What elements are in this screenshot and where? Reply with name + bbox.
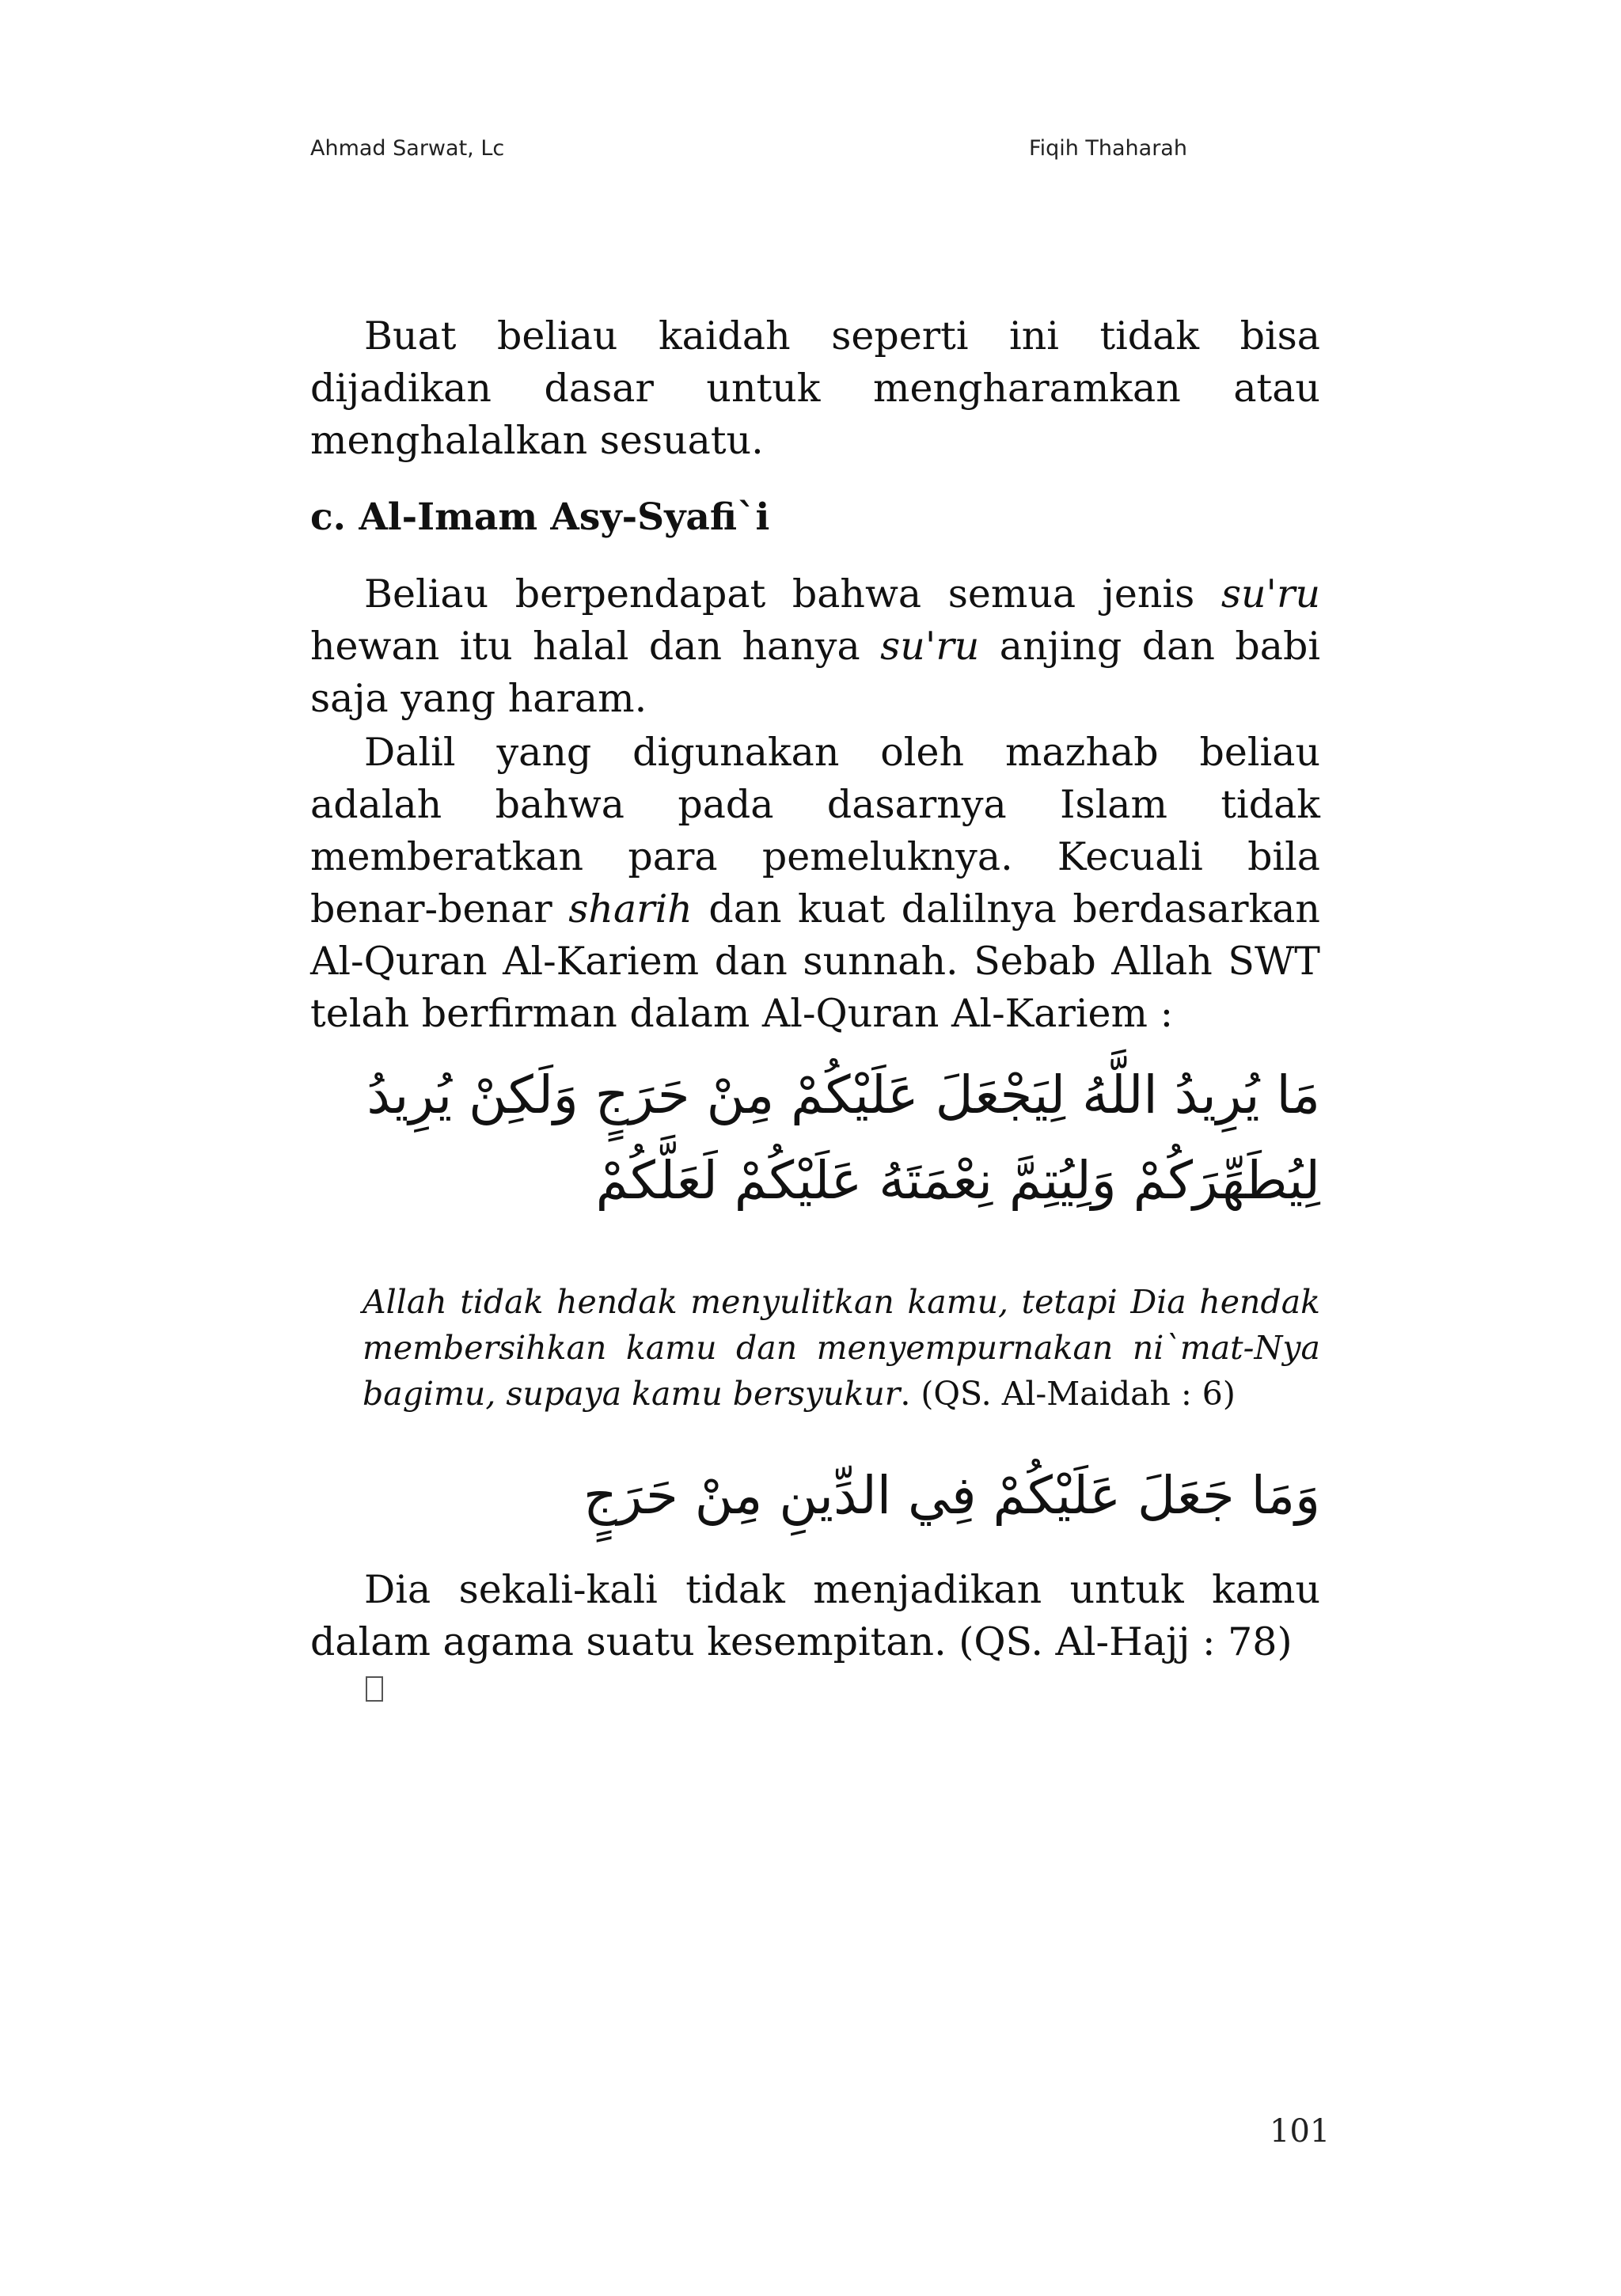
- reference-maidah: . (QS. Al-Maidah : 6): [900, 1375, 1236, 1413]
- term-suru-2: su'ru: [880, 624, 980, 669]
- running-head-title: Fiqih Thaharah: [1029, 136, 1187, 161]
- page-number: 101: [1270, 2113, 1331, 2150]
- term-sharih: sharih: [568, 886, 693, 932]
- paragraph-dalil: [310, 727, 1320, 1040]
- section-heading: c. Al-Imam Asy-Syafi`i: [310, 495, 770, 539]
- paragraph-dalil-text-2: dan kuat dalilnya berdasarkan Al-Quran Al-Kariem dan sunnah. Sebab Allah SWT telah berfirman dalam Al-Quran Al-Kariem :: [310, 886, 1320, 1036]
- translation-hajj: Dia sekali-kali tidak menjadikan untuk kamu dalam agama suatu kesempitan. (QS. Al-Hajj : 78): [310, 1567, 1320, 1664]
- paragraph-dalil-text-1: Dalil yang digunakan oleh mazhab beliau adalah bahwa pada dasarnya Islam tidak memberatkan para pemeluknya. Kecuali bila benar-benar: [310, 730, 1320, 932]
- running-head-author: Ahmad Sarwat, Lc: [310, 136, 505, 161]
- paragraph-intro: Buat beliau kaidah seperti ini tidak bisa dijadikan dasar untuk mengharamkan atau menghalalkan sesuatu.: [310, 313, 1320, 463]
- paragraph-opinion: [310, 568, 1320, 725]
- paragraph-opinion-text-3: anjing dan babi saja yang haram.: [310, 624, 1320, 721]
- paragraph-opinion-text-2: hewan itu halal dan hanya: [310, 624, 881, 669]
- missing-glyph-box: [366, 1676, 383, 1702]
- translation-maidah: [363, 1279, 1320, 1417]
- paragraph-opinion-text-1: Beliau berpendapat bahwa semua jenis: [364, 571, 1221, 617]
- arabic-verse-hajj: وَمَا جَعَلَ عَلَيْكُمْ فِي الدِّينِ مِنْ حَرَجٍ: [583, 1465, 1320, 1526]
- translation-maidah-text: Allah tidak hendak menyulitkan kamu, tetapi Dia hendak membersihkan kamu dan menyempurnakan ni`mat-Nya bagimu, supaya kamu bersyukur: [363, 1283, 1320, 1413]
- term-suru-1: su'ru: [1220, 571, 1320, 617]
- arabic-verse-maidah: مَا يُرِيدُ اللَّهُ لِيَجْعَلَ عَلَيْكُمْ مِنْ حَرَجٍ وَلَكِنْ يُرِيدُ لِيُطَهِّرَكُمْ وَلِيُتِمَّ نِعْمَتَهُ عَلَيْكُمْ لَعَلَّكُمْ: [366, 1065, 1320, 1211]
